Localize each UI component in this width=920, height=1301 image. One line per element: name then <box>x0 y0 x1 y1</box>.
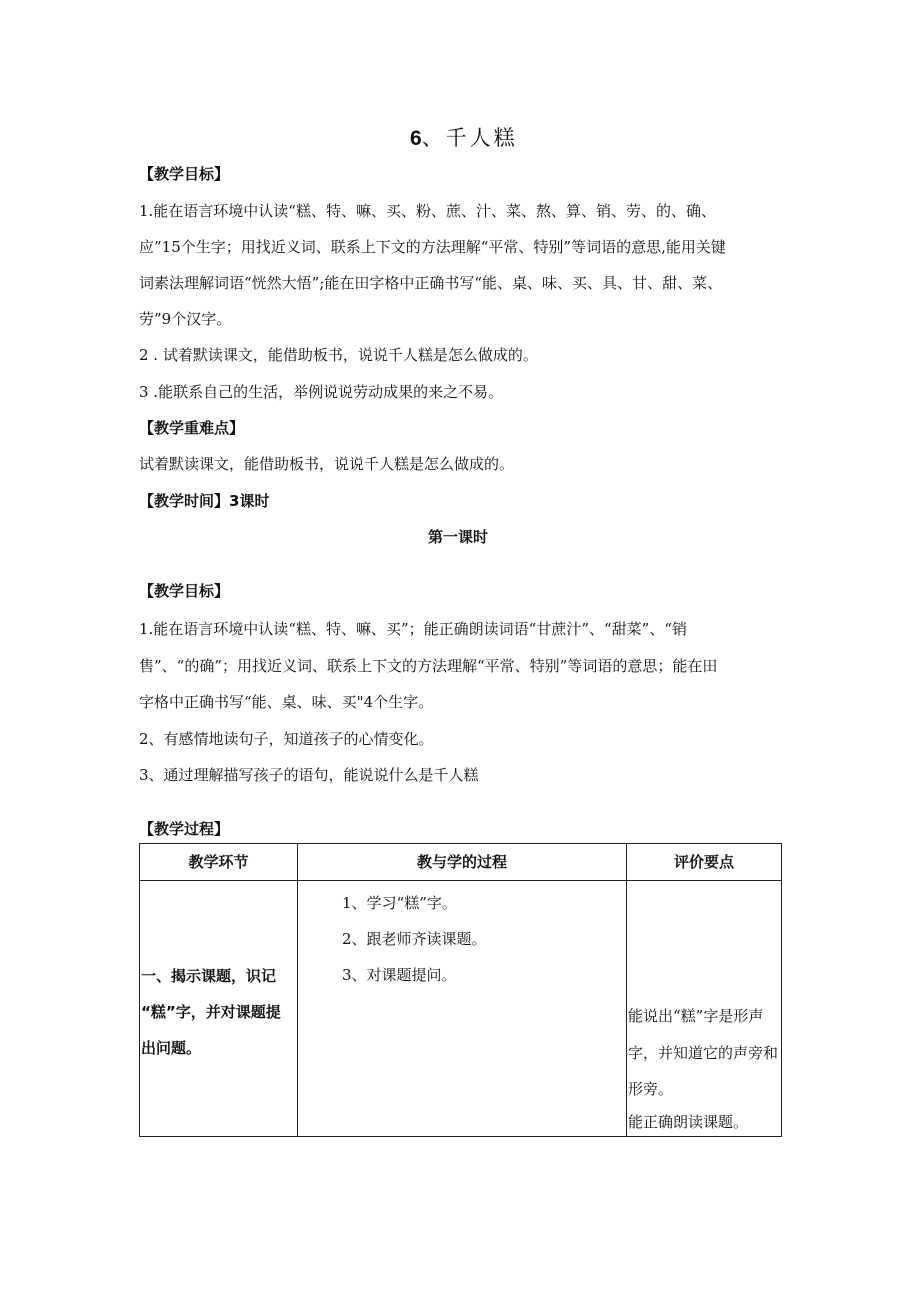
lesson1-goal1-line3: 字格中正确书写“能、桌、味、买"4个生字。 <box>139 693 434 711</box>
lesson1-heading: 第一课时 <box>428 528 489 546</box>
process-step-2: 2、跟老师齐读课题。 <box>342 930 487 948</box>
header-evaluation: 评价要点 <box>627 844 782 881</box>
header-stage: 教学环节 <box>140 844 298 881</box>
lesson1-goal3: 3、通过理解描写孩子的语句，能说说什么是千人糕 <box>139 766 479 784</box>
lesson1-goal-heading: 【教学目标】 <box>139 582 230 600</box>
teaching-time: 【教学时间】3课时 <box>139 492 270 510</box>
process-table <box>139 843 782 1137</box>
lesson1-goal2: 2、有感情地读句子，知道孩子的心情变化。 <box>139 730 434 748</box>
goal1-line3: 词素法理解词语“恍然大悟”;能在田字格中正确书写“能、桌、味、买、具、甘、甜、菜、 <box>139 274 723 292</box>
stage-line-2: “糕”字，并对课题提 <box>141 1003 281 1021</box>
goal3: 3 .能联系自己的生活，举例说说劳动成果的来之不易。 <box>139 383 504 401</box>
stage-line-3: 出问题。 <box>141 1039 202 1057</box>
goal1-line4: 劳”9个汉字。 <box>139 310 232 328</box>
process-step-3: 3、对课题提问。 <box>342 966 457 984</box>
stage-line-1: 一、揭示课题，识记 <box>141 967 277 985</box>
evaluation-cell <box>627 881 782 1137</box>
key-points-text: 试着默读课文，能借助板书，说说千人糕是怎么做成的。 <box>139 455 515 473</box>
evaluation-line-2: 字，并知道它的声旁和 <box>628 1044 779 1062</box>
goal1-line1: 1.能在语言环境中认读“糕、特、嘛、买、粉、蔗、汁、菜、熬、算、销、劳、的、确、 <box>139 202 716 220</box>
evaluation-line-4: 能正确朗读课题。 <box>628 1113 749 1131</box>
process-heading: 【教学过程】 <box>139 820 230 838</box>
goal1-line2: 应”15个生字；用找近义词、联系上下文的方法理解“平常、特别”等词语的意思,能用关键 <box>139 238 726 256</box>
lesson1-goal1-line2: 售”、“的确”；用找近义词、联系上下文的方法理解“平常、特别”等词语的意思；能在田 <box>139 657 718 675</box>
table-header-row <box>140 844 782 881</box>
header-process: 教与学的过程 <box>298 844 627 881</box>
evaluation-line-3: 形旁。 <box>628 1080 674 1098</box>
teaching-goal-heading: 【教学目标】 <box>139 165 230 183</box>
table-row <box>140 881 782 1137</box>
process-cell <box>298 881 627 1137</box>
title-text: 、千人糕 <box>421 126 518 150</box>
evaluation-line-1: 能说出“糕”字是形声 <box>628 1007 764 1025</box>
goal2: 2 . 试着默读课文，能借助板书，说说千人糕是怎么做成的。 <box>139 346 538 364</box>
stage-cell <box>140 881 298 1137</box>
page-title <box>410 124 518 153</box>
lesson1-goal1-line1: 1.能在语言环境中认读“糕、特、嘛、买”；能正确朗读词语“甘蔗汁”、“甜菜”、“销 <box>139 620 687 638</box>
key-points-heading: 【教学重难点】 <box>139 419 245 437</box>
title-number: 6 <box>410 127 422 150</box>
process-step-1: 1、学习“糕”字。 <box>342 894 457 912</box>
